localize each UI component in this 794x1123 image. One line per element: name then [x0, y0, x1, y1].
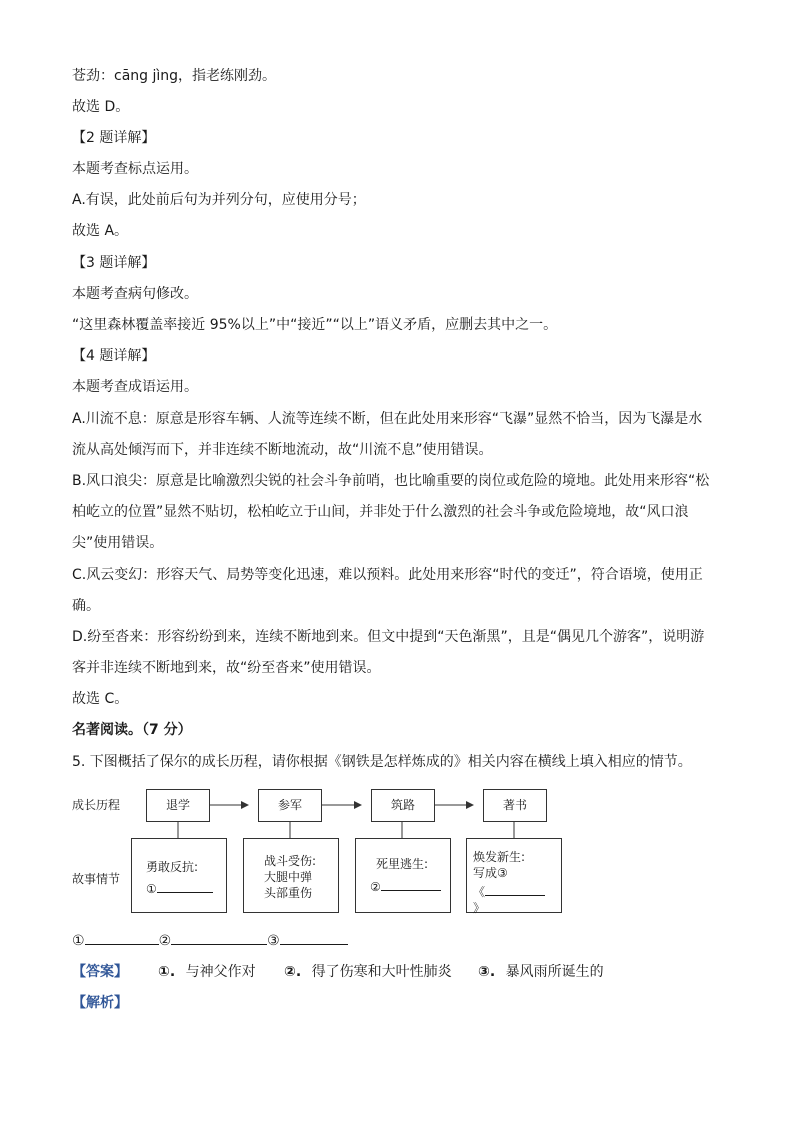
text-line: 故选 D。 — [72, 99, 130, 115]
text-line: A.有误，此处前后句为并列分句，应使用分号； — [72, 192, 366, 208]
text-line: 客并非连续不断地到来，故“纷至沓来”使用错误。 — [72, 660, 381, 676]
section-heading: 【3 题详解】 — [72, 255, 156, 271]
answer-text: 得了伤寒和大叶性肺炎 — [311, 964, 452, 980]
stage-box: 著书 — [483, 789, 547, 822]
fill-blank — [171, 930, 267, 945]
book-open-mark: 《 — [473, 885, 486, 899]
text-line: “这里森林覆盖率接近 95%以上”中“接近”“以上”语义矛盾，应删去其中之一。 — [72, 317, 558, 333]
row-label-plot: 故事情节 — [72, 872, 121, 886]
blank-marker: ③ — [267, 933, 280, 949]
stage-box: 参军 — [258, 789, 322, 822]
blank-marker: ② — [370, 880, 381, 894]
plot-line: 大腿中弹 — [264, 870, 313, 884]
answer-num: ①. — [158, 964, 176, 980]
question-5: 5. 下图概括了保尔的成长历程，请你根据《钢铁是怎样炼成的》相关内容在横线上填入相应的情节。 — [72, 754, 692, 770]
text-line: 尖”使用错误。 — [72, 535, 164, 551]
answer-blanks — [72, 930, 348, 951]
plot-title: 勇敢反抗: — [146, 860, 199, 874]
plot-box-1 — [131, 838, 227, 913]
plot-box-3 — [355, 838, 451, 913]
plot-title: 死里逃生: — [376, 857, 429, 871]
section-heading: 【2 题详解】 — [72, 130, 156, 146]
text-line: A.川流不息：原意是形容车辆、人流等连续不断，但在此处用来形容“飞瀑”显然不恰当，因为飞瀑是水 — [72, 411, 703, 427]
fill-blank — [381, 876, 441, 891]
section-title: 名著阅读。（7 分） — [72, 722, 192, 738]
plot-title: 战斗受伤: — [264, 854, 317, 868]
answer-label: 【答案】 — [72, 964, 128, 980]
section-heading: 【4 题详解】 — [72, 348, 156, 364]
text-line: C.风云变幻：形容天气、局势等变化迅速，难以预料。此处用来形容“时代的变迁”，符合语境，使用正 — [72, 567, 703, 583]
stage-box: 退学 — [146, 789, 210, 822]
plot-line: 头部重伤 — [264, 886, 313, 900]
stage-box: 筑路 — [371, 789, 435, 822]
text-line: 确。 — [72, 598, 100, 614]
answer-item-1 — [158, 962, 256, 982]
answer-text: 暴风雨所诞生的 — [505, 964, 604, 980]
plot-line: 写成③ — [473, 866, 508, 880]
analysis-label: 【解析】 — [72, 995, 128, 1011]
row-label-growth: 成长历程 — [72, 798, 121, 812]
plot-blank-row — [370, 876, 442, 895]
plot-box-2 — [243, 838, 339, 913]
plot-title: 焕发新生: — [473, 850, 526, 864]
fill-blank — [485, 881, 545, 896]
answer-item-3 — [478, 962, 604, 982]
text-line: D.纷至沓来：形容纷纷到来，连续不断地到来。但文中提到“天色渐黑”，且是“偶见几个游客”，说明游 — [72, 629, 705, 645]
plot-box-4 — [466, 838, 562, 913]
fill-blank — [85, 930, 159, 945]
text-line: 本题考查成语运用。 — [72, 379, 198, 395]
fill-blank — [280, 930, 348, 945]
blank-marker: ② — [158, 933, 172, 949]
text-line: 本题考查病句修改。 — [72, 286, 198, 302]
text-line: 故选 C。 — [72, 691, 129, 707]
text-line: 流从高处倾泻而下，并非连续不断地流动，故“川流不息”使用错误。 — [72, 442, 493, 458]
text-line: B.风口浪尖：原意是比喻激烈尖锐的社会斗争前哨，也比喻重要的岗位或危险的境地。此处用来形容“松 — [72, 473, 710, 489]
text-line: 本题考查标点运用。 — [72, 161, 198, 177]
answer-item-2 — [284, 962, 452, 982]
blank-marker: ① — [146, 882, 157, 896]
text-line: 柏屹立的位置”显然不贴切，松柏屹立于山间，并非处于什么激烈的社会斗争或危险境地，故“风口浪 — [72, 504, 689, 520]
blank-marker: ① — [72, 933, 85, 949]
plot-blank-row — [146, 878, 218, 897]
book-close-mark: 》 — [473, 901, 486, 915]
plot-blank-row — [473, 881, 553, 916]
answer-num: ③. — [478, 964, 496, 980]
fill-blank — [157, 878, 213, 893]
text-line: 故选 A。 — [72, 223, 129, 239]
answer-num: ②. — [284, 964, 302, 980]
text-line: 苍劲：cāng jìng，指老练刚劲。 — [72, 68, 277, 84]
answer-text: 与神父作对 — [185, 964, 256, 980]
